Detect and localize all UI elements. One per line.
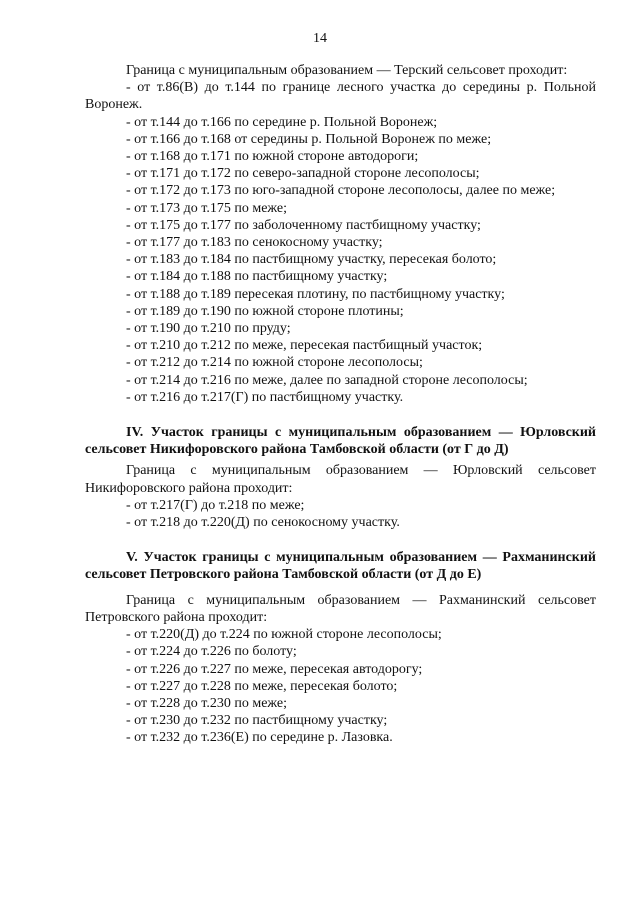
section-iv-heading: IV. Участок границы с муниципальным образованием — Юрловский сельсовет Никифоровского района Тамбовской области (от Г до Д) xyxy=(85,425,596,458)
list-item: - от т.171 до т.172 по северо-западной стороне лесополосы; xyxy=(126,166,480,182)
section-v-item-list xyxy=(85,626,596,746)
list-item: - от т.226 до т.227 по меже, пересекая автодорогу; xyxy=(126,661,423,677)
section-terskiy-item-list xyxy=(85,114,596,406)
document-body xyxy=(85,62,596,747)
section-terskiy-boundary xyxy=(85,62,596,406)
list-item: - от т.230 до т.232 по пастбищному участку; xyxy=(126,713,388,729)
list-item: - от т.144 до т.166 по середине р. Польной Воронеж; xyxy=(126,114,438,130)
list-item: - от т.212 до т.214 по южной стороне лесополосы; xyxy=(126,355,423,371)
list-item: - от т.172 до т.173 по юго-западной стороне лесополосы, далее по меже; xyxy=(126,183,556,199)
section-terskiy-intro: Граница с муниципальным образованием — Терский сельсовет проходит: xyxy=(126,63,568,78)
list-item: - от т.232 до т.236(Е) по середине р. Лазовка. xyxy=(126,730,393,746)
list-item: - от т.188 до т.189 пересекая плотину, по пастбищному участку; xyxy=(126,286,505,302)
list-item: - от т.184 до т.188 по пастбищному участку; xyxy=(126,269,388,285)
list-item: - от т.166 до т.168 от середины р. Польной Воронеж по меже; xyxy=(126,131,492,147)
list-item: - от т.228 до т.230 по меже; xyxy=(126,695,288,711)
list-item: - от т.216 до т.217(Г) по пастбищному участку. xyxy=(126,389,404,405)
list-item: - от т.220(Д) до т.224 по южной стороне лесополосы; xyxy=(126,627,442,643)
list-item: - от т.183 до т.184 по пастбищному участку, пересекая болото; xyxy=(126,252,497,268)
list-item: - от т.218 до т.220(Д) по сенокосному участку. xyxy=(126,515,400,531)
list-item: - от т.224 до т.226 по болоту; xyxy=(126,644,297,660)
list-item: - от т.189 до т.190 по южной стороне плотины; xyxy=(126,303,404,319)
section-v-heading: V. Участок границы с муниципальным образованием — Рахманинский сельсовет Петровского района Тамбовской области (от Д до Е) xyxy=(85,550,596,583)
list-item: - от т.217(Г) до т.218 по меже; xyxy=(126,497,305,513)
section-v-intro: Граница с муниципальным образованием — Рахманинский сельсовет Петровского района проходит: xyxy=(85,592,596,625)
list-item: - от т.214 до т.216 по меже, далее по западной стороне лесополосы; xyxy=(126,372,528,388)
list-item: - от т.177 до т.183 по сенокосному участку; xyxy=(126,235,383,251)
section-v-rakhmaninskiy xyxy=(85,549,596,746)
section-terskiy-first-item: - от т.86(В) до т.144 по границе лесного участка до середины р. Польной Воронеж. xyxy=(85,80,596,113)
list-item: - от т.210 до т.212 по меже, пересекая пастбищный участок; xyxy=(126,338,483,354)
list-item: - от т.190 до т.210 по пруду; xyxy=(126,321,291,337)
section-iv-yurlovskiy xyxy=(85,424,596,531)
section-iv-intro: Граница с муниципальным образованием — Юрловский сельсовет Никифоровского района проходит: xyxy=(85,463,596,496)
list-item: - от т.175 до т.177 по заболоченному пастбищному участку; xyxy=(126,217,481,233)
page-number: 14 xyxy=(313,31,327,46)
list-item: - от т.168 до т.171 по южной стороне автодороги; xyxy=(126,149,419,165)
list-item: - от т.173 до т.175 по меже; xyxy=(126,200,288,216)
list-item: - от т.227 до т.228 по меже, пересекая болото; xyxy=(126,678,398,694)
section-iv-item-list xyxy=(85,497,596,531)
